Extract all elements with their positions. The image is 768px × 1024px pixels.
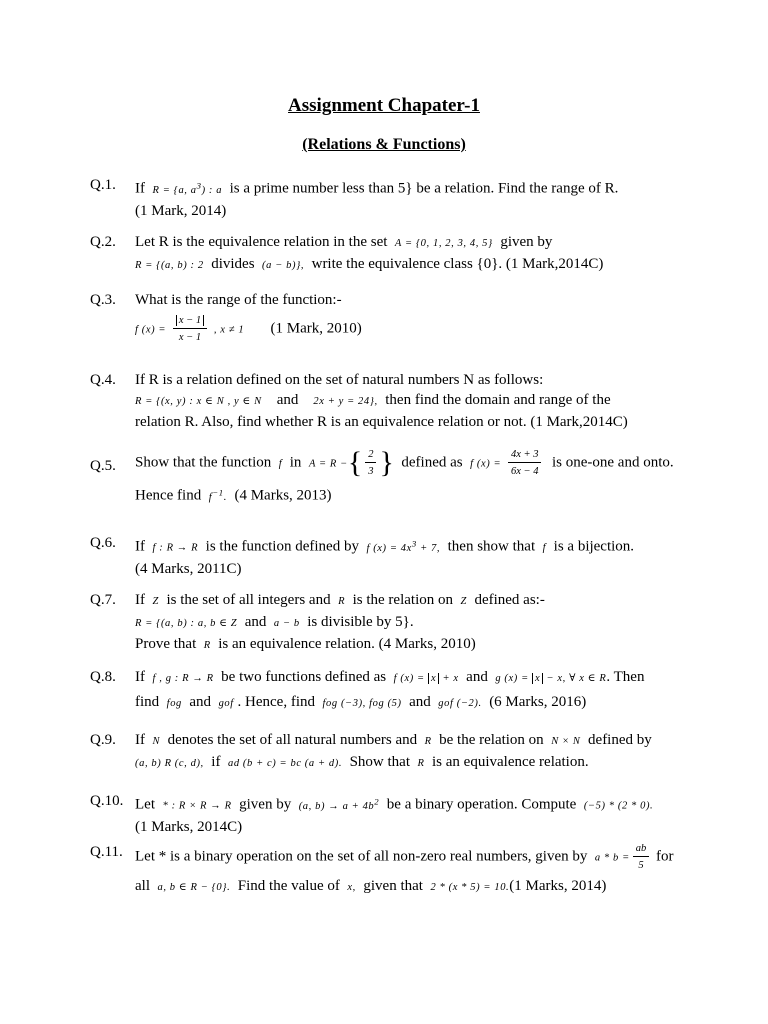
question-text: If f : R → R is the function defined by f $(x) = 4x^3 + 7$, then show that f is a bijection. (4 Marks, 2011C) xyxy=(135,538,635,577)
question-number: Q.4. xyxy=(90,372,116,388)
question-text: If Z is the set of all integers and R is the relation on Z defined as:- R = {(a, b) : a, b ∈ Z and a − b is divisible by 5}. Prove that R is an equivalence relation. (4 Marks, 2010) xyxy=(135,592,545,652)
question-number: Q.1. xyxy=(90,177,116,193)
math-expression: f (x) = x + x xyxy=(393,673,459,684)
question-2 xyxy=(90,232,680,276)
math-expression: gof (−2). xyxy=(438,698,482,709)
math-expression: (a − b)}, xyxy=(262,260,305,271)
fraction: $\frac{x - 1}{x - 1}$ xyxy=(173,314,207,344)
math-expression: R = {(x, y) : x ∈ N , y ∈ N xyxy=(135,396,262,407)
question-10 xyxy=(90,791,680,837)
math-expression: f (x) = xyxy=(135,324,167,336)
question-number: Q.10. xyxy=(90,793,124,809)
math-expression: g (x) = x − x, ∀ x ∈ R xyxy=(495,673,607,684)
math-expression: f $(x) = 4x^3 + 7$, xyxy=(366,538,441,554)
question-text: If R = {a, $a^3$) : a is a prime number less than 5} be a relation. Find the range of R. (1 Mark, 2014) xyxy=(135,180,619,219)
question-number: Q.8. xyxy=(90,669,116,685)
math-expression: R = {a, $a^3$) : a xyxy=(152,180,223,196)
fraction: $\frac{4x + 3}{6x - 4}$ xyxy=(508,448,542,478)
math-expression: R = {(a, b) : a, b ∈ Z xyxy=(135,618,238,629)
math-expression: 2x + y = 24}, xyxy=(313,396,378,407)
question-text: What is the range of the function:- f (x) = $\frac{x - 1}{x - 1}$ , x ≠ 1 (1 Mark, 2010) xyxy=(135,292,362,343)
math-expression: f : R → R xyxy=(152,542,199,554)
math-expression: A = {0, 1, 2, 3, 4, 5} xyxy=(394,238,493,249)
math-expression: a, b ∈ R − {0}. xyxy=(157,882,231,893)
math-expression: $f^{-1}$. xyxy=(208,487,227,503)
math-expression: a * b = xyxy=(594,852,630,864)
question-number: Q.5. xyxy=(90,458,116,474)
question-number: Q.9. xyxy=(90,732,116,748)
question-text: If N denotes the set of all natural numbers and R be the relation on N × N defined by (a, b) R (c, d), if ad (b + c) = bc (a + d). Show that R is an equivalence relation. xyxy=(135,732,652,770)
right-brace: } xyxy=(379,446,394,479)
math-expression: a − b xyxy=(273,618,300,629)
question-number: Q.11. xyxy=(90,844,123,860)
question-number: Q.7. xyxy=(90,592,116,608)
question-number: Q.3. xyxy=(90,292,116,308)
page-subtitle: (Relations & Functions) xyxy=(302,136,466,153)
question-text: Let * is a binary operation on the set of all non-zero real numbers, given by a * b = $\frac{ab}{5}$ for all a, b ∈ R − {0}. Find the value of x, given that 2 * (x * 5) = 10.(1 Marks, 2014) xyxy=(135,843,674,894)
question-1 xyxy=(90,175,680,221)
question-4 xyxy=(90,370,680,432)
question-5 xyxy=(90,448,680,508)
question-7 xyxy=(90,590,680,656)
question-9 xyxy=(90,730,680,774)
question-8 xyxy=(90,667,680,714)
fraction: $\frac{2}{3}$ xyxy=(365,448,376,478)
question-text: If f , g : R → R be two functions defined as f (x) = x + x and g (x) = x − x, ∀ x ∈ R. Then find fog and gof . Hence, find fog (−3), fog (5) and gof (−2). (6 Marks, 2016) xyxy=(135,669,645,710)
math-expression: R = {(a, b) : 2 xyxy=(135,260,204,271)
math-expression: fog (−3), fog (5) xyxy=(322,698,402,709)
question-number: Q.6. xyxy=(90,535,116,551)
math-expression: * : R × R → R xyxy=(162,800,232,812)
math-expression: f , g : R → R xyxy=(152,673,214,684)
fraction: $\frac{ab}{5}$ xyxy=(633,842,650,872)
question-text: Show that the function f in A = R −{ $\frac{2}{3}$ } defined as f (x) = $\frac{4x + 3}{6x - 4}$ is one-one and onto. Hence find $f^{-1}$. (4 Marks, 2013) xyxy=(135,446,674,504)
math-expression: f (x) = xyxy=(470,458,502,470)
question-text: If R is a relation defined on the set of natural numbers N as follows: R = {(x, y) : x ∈ N , y ∈ N and 2x + y = 24}, then find the domain and range of the relation R. Also, find whether R is an equivalence relation or not. (1 Mark,2014C) xyxy=(135,372,628,430)
math-expression: (−5) * (2 * 0). xyxy=(583,800,654,812)
question-number: Q.2. xyxy=(90,234,116,250)
question-11 xyxy=(90,842,680,898)
question-6 xyxy=(90,533,680,579)
question-3 xyxy=(90,290,680,344)
math-expression: N × N xyxy=(551,736,581,747)
math-expression: (a, $b) \to a + 4b^2$ xyxy=(298,796,380,812)
math-expression: (a, b) R (c, d), xyxy=(135,758,204,769)
left-brace: { xyxy=(347,446,363,479)
question-text: Let * : R × R → R given by (a, $b) \to a + 4b^2$ be a binary operation. Compute (−5) * (2 * 0). (1 Marks, 2014C) xyxy=(135,796,654,835)
math-expression: 2 * (x * 5) = 10. xyxy=(430,882,510,893)
math-expression: ad (b + c) = bc (a + d). xyxy=(227,758,343,769)
page-title: Assignment Chapater-1 xyxy=(288,95,480,116)
question-text: Let R is the equivalence relation in the set A = {0, 1, 2, 3, 4, 5} given by R = {(a, b) : 2 divides (a − b)}, write the equivalence class {0}. (1 Mark,2014C) xyxy=(135,234,604,272)
math-expression: A = R − xyxy=(308,458,348,470)
